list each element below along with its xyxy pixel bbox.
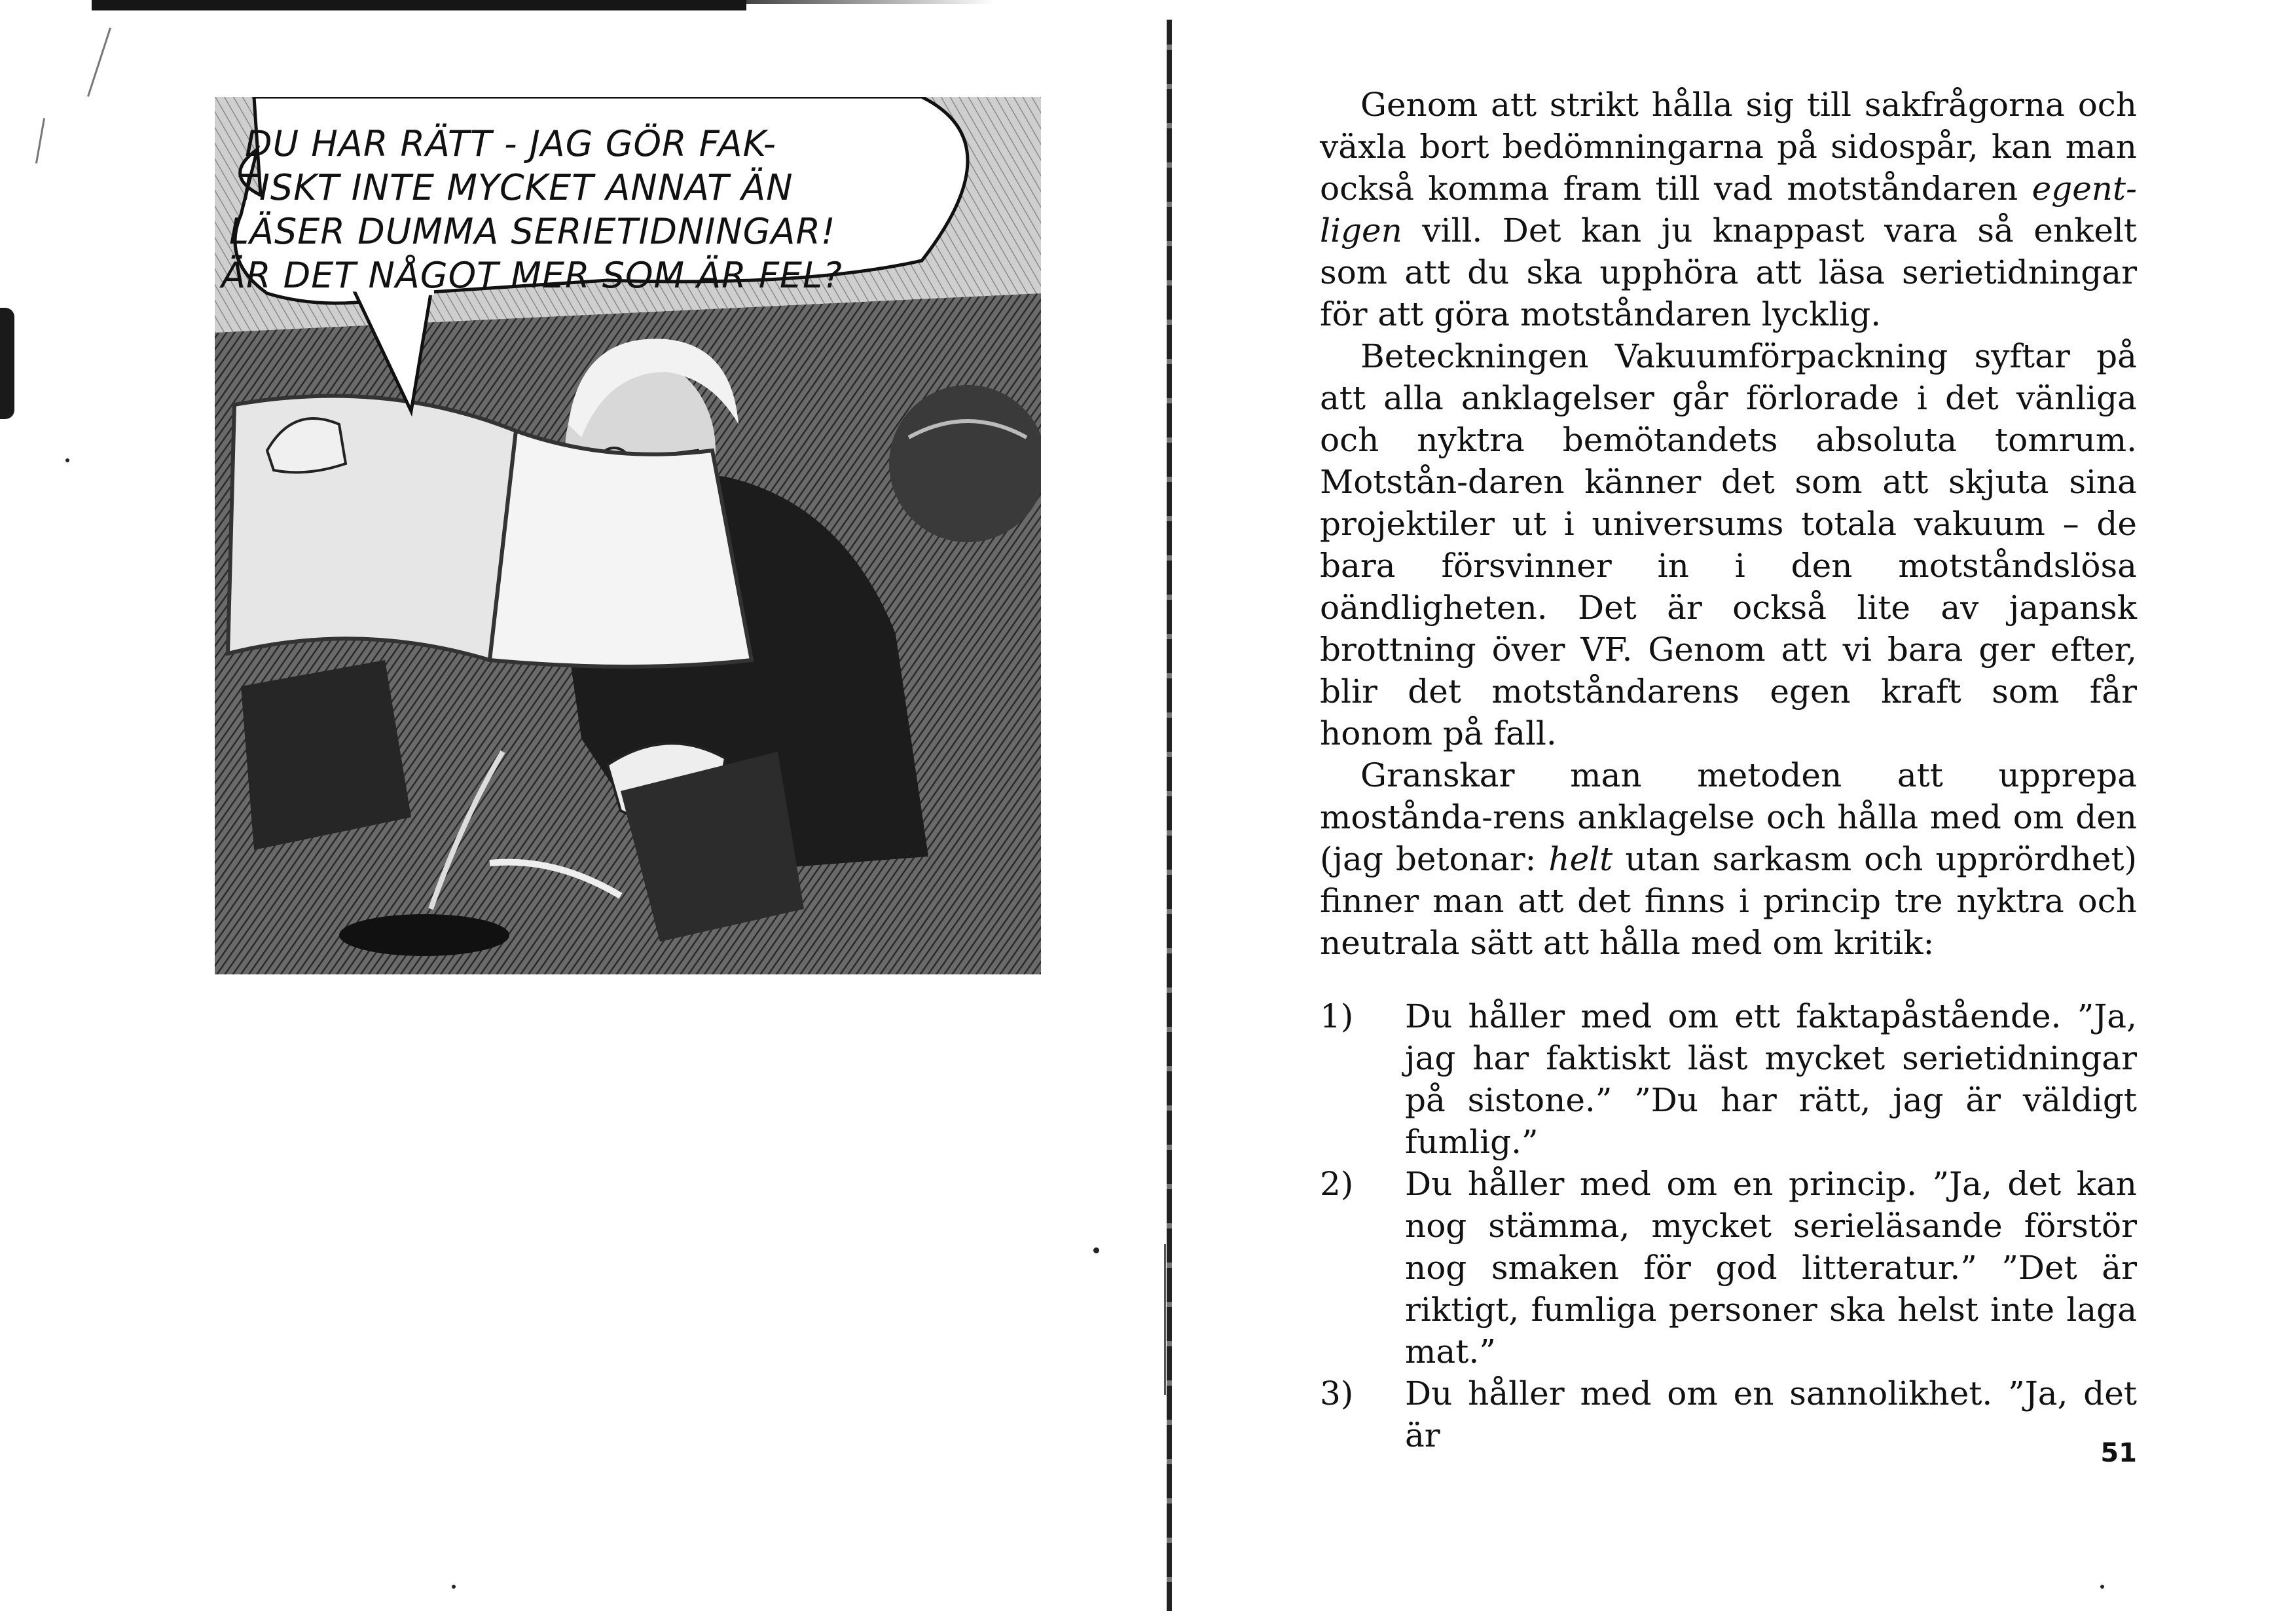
paragraph-1 xyxy=(1320,84,2137,335)
paragraph-3-italic: helt xyxy=(1548,840,1613,878)
speech-bubble-line: LÄSER DUMMA SERIETIDNINGAR! xyxy=(229,211,836,252)
scan-speck xyxy=(452,1585,456,1589)
paragraph-3-text: utan sarkasm och upprördhet) finner man att det finns i princip tre nyktra och neutrala sätt att hålla med om kritik: xyxy=(1320,840,2137,962)
speech-bubble-text xyxy=(221,122,890,297)
paragraph-1-text: Genom att strikt hålla sig till sakfrågorna och växla bort bedömningarna på sidospår, kan man också komma fram till vad motståndaren xyxy=(1320,86,2137,208)
list-text: Du håller med om ett faktapåstående. ”Ja, jag har faktiskt läst mycket serietidningar på sistone.” ”Du har rätt, jag är väldigt fumlig.” xyxy=(1405,997,2137,1161)
book-gutter xyxy=(1167,20,1172,1611)
list-item xyxy=(1320,995,2137,1163)
scan-left-edge-mark xyxy=(0,308,14,419)
scan-stroke xyxy=(35,118,45,163)
speech-bubble-line: ÄR DET NÅGOT MER SOM ÄR FEL? xyxy=(221,255,843,296)
paragraph-1-text: vill. Det kan ju knappast vara så enkelt som att du ska upphöra att läsa serietidningar för att göra motståndaren lycklig. xyxy=(1320,212,2137,333)
list-item xyxy=(1320,1163,2137,1373)
paragraph-3-text: Granskar man metoden att upprepa mostånda-rens anklagelse och hålla med om den (jag betonar: xyxy=(1320,756,2137,878)
list-number: 2) xyxy=(1320,1165,1354,1203)
list-item xyxy=(1320,1373,2137,1456)
speech-bubble-line: TISKT INTE MYCKET ANNAT ÄN xyxy=(237,167,793,208)
book-gutter-shadow xyxy=(1164,1244,1166,1395)
agreement-list xyxy=(1320,995,2137,1456)
scan-top-edge xyxy=(92,0,746,10)
scan-top-edge-fade xyxy=(746,0,995,4)
speech-bubble-line: DU HAR RÄTT - JAG GÖR FAK- xyxy=(245,123,777,164)
scan-speck xyxy=(1093,1247,1099,1253)
paragraph-1-italic: egent-ligen xyxy=(1320,170,2137,249)
list-number: 1) xyxy=(1320,997,1354,1035)
scan-speck xyxy=(65,458,69,462)
right-page-body xyxy=(1320,84,2137,1456)
list-number: 3) xyxy=(1320,1375,1354,1412)
list-text: Du håller med om en sannolikhet. ”Ja, det är xyxy=(1405,1375,2137,1454)
scan-speck xyxy=(2100,1585,2104,1589)
paragraph-3 xyxy=(1320,754,2137,964)
paragraph-2: Beteckningen Vakuumförpackning syftar på att alla anklagelser går förlorade i det vänliga och nyktra bemötandets absoluta tomrum. Motstån-daren känner det som att skjuta sina projektiler ut i universums totala vakuum – de bara försvinner in i den motståndslösa oändligheten. Det är också lite av japansk brottning över VF. Genom att vi bara ger efter, blir det motståndarens egen kraft som får honom på fall. xyxy=(1320,337,2137,752)
scan-stroke xyxy=(87,28,111,97)
page-number: 51 xyxy=(2100,1438,2137,1468)
list-text: Du håller med om en princip. ”Ja, det kan nog stämma, mycket serieläsande förstör nog smaken för god litteratur.” ”Det är riktigt, fumliga personer ska helst inte laga mat.” xyxy=(1405,1165,2137,1371)
